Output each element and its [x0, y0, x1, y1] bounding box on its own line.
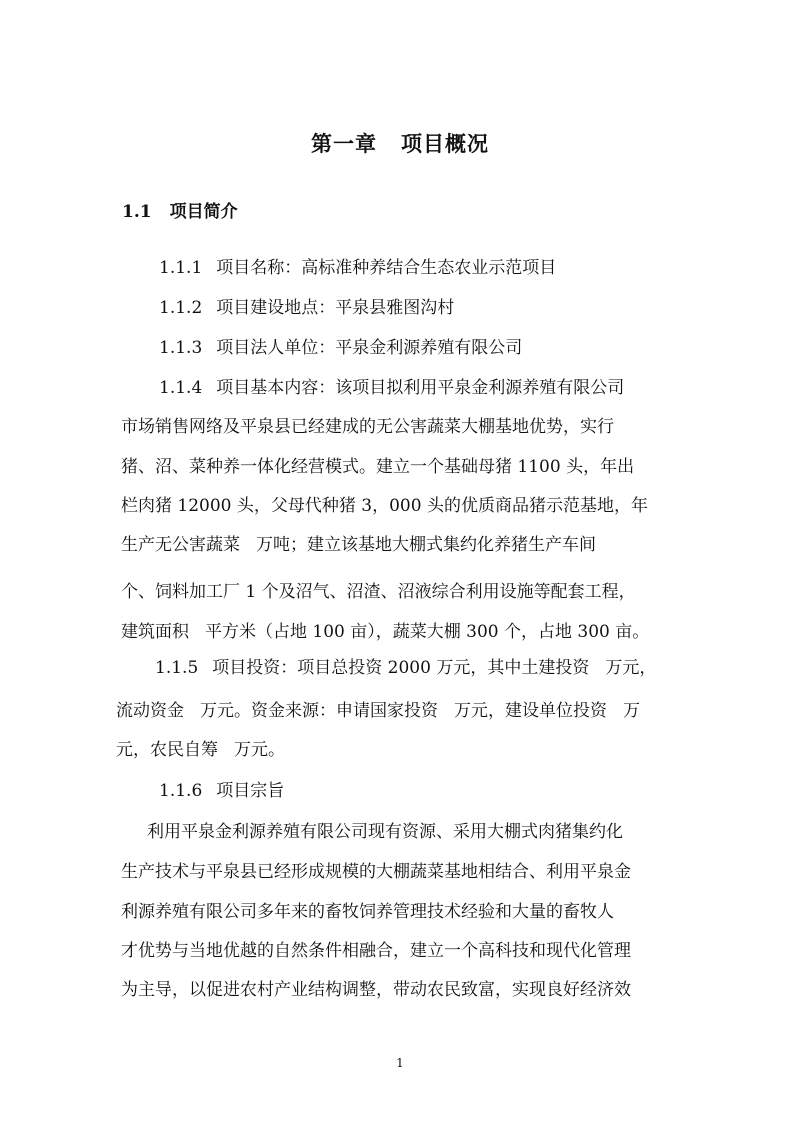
item-basic-content-line: 个、饲料加工厂 1 个及沼气、沼渣、沼液综合利用设施等配套工程，: [121, 582, 636, 602]
item-basic-content-line: 市场销售网络及平泉县已经建成的无公害蔬菜大棚基地优势，实行: [121, 417, 614, 437]
item-text: 项目法人单位：平泉金利源养殖有限公司: [216, 338, 523, 358]
section-number: 1.1: [122, 202, 152, 222]
item-basic-content-line: 建筑面积 平方米（占地 100 亩），蔬菜大棚 300 个，占地 300 亩。: [121, 622, 650, 642]
item-basic-content-line: 猪、沼、菜种养一体化经营模式。建立一个基础母猪 1100 头，年出: [121, 457, 635, 477]
item-number: 1.1.4: [159, 378, 203, 398]
item-basic-content-line: 1.1.4 项目基本内容：该项目拟利用平泉金利源养殖有限公司: [159, 378, 625, 398]
item-text: 项目建设地点：平泉县雅图沟村: [216, 298, 455, 318]
item-purpose-line: 利源养殖有限公司多年来的畜牧饲养管理技术经验和大量的畜牧人: [121, 902, 614, 922]
item-number: 1.1.6: [159, 781, 203, 801]
item-investment-line: 1.1.5 项目投资：项目总投资 2000 万元，其中土建投资 万元，: [155, 658, 657, 678]
item-purpose-line: 生产技术与平泉县已经形成规模的大棚蔬菜基地相结合、利用平泉金: [121, 862, 631, 882]
item-purpose-line: 利用平泉金利源养殖有限公司现有资源、采用大棚式肉猪集约化: [147, 822, 623, 842]
chapter-label: 第一章: [311, 131, 377, 156]
item-purpose-line: 为主导，以促进农村产业结构调整，带动农民致富，实现良好经济效: [121, 980, 631, 1000]
item-number: 1.1.3: [159, 338, 203, 358]
section-heading: [122, 197, 238, 222]
chapter-title: [0, 128, 800, 158]
item-investment-line: 元，农民自筹 万元。: [116, 740, 285, 760]
item-legal-entity: [159, 336, 522, 360]
item-text: 项目名称：高标准种养结合生态农业示范项目: [216, 258, 557, 278]
section-name: 项目简介: [169, 202, 238, 222]
item-basic-content-line: 栏肉猪 12000 头，父母代种猪 3，000 头的优质商品猪示范基地，年: [121, 496, 648, 516]
item-number: 1.1.1: [159, 258, 203, 278]
item-project-name: [159, 256, 556, 280]
item-number: 1.1.5: [155, 658, 199, 678]
page-number: 1: [396, 1056, 404, 1070]
item-investment-line: 流动资金 万元。资金来源：申请国家投资 万元，建设单位投资 万: [116, 701, 640, 721]
item-basic-content-line: 生产无公害蔬菜 万吨；建立该基地大棚式集约化养猪生产车间: [121, 535, 596, 555]
item-number: 1.1.2: [159, 298, 203, 318]
item-purpose-heading: 1.1.6 项目宗旨: [159, 781, 285, 801]
item-purpose-line: 才优势与当地优越的自然条件相融合，建立一个高科技和现代化管理: [121, 941, 631, 961]
chapter-name: 项目概况: [401, 131, 489, 156]
item-project-location: [159, 296, 454, 320]
